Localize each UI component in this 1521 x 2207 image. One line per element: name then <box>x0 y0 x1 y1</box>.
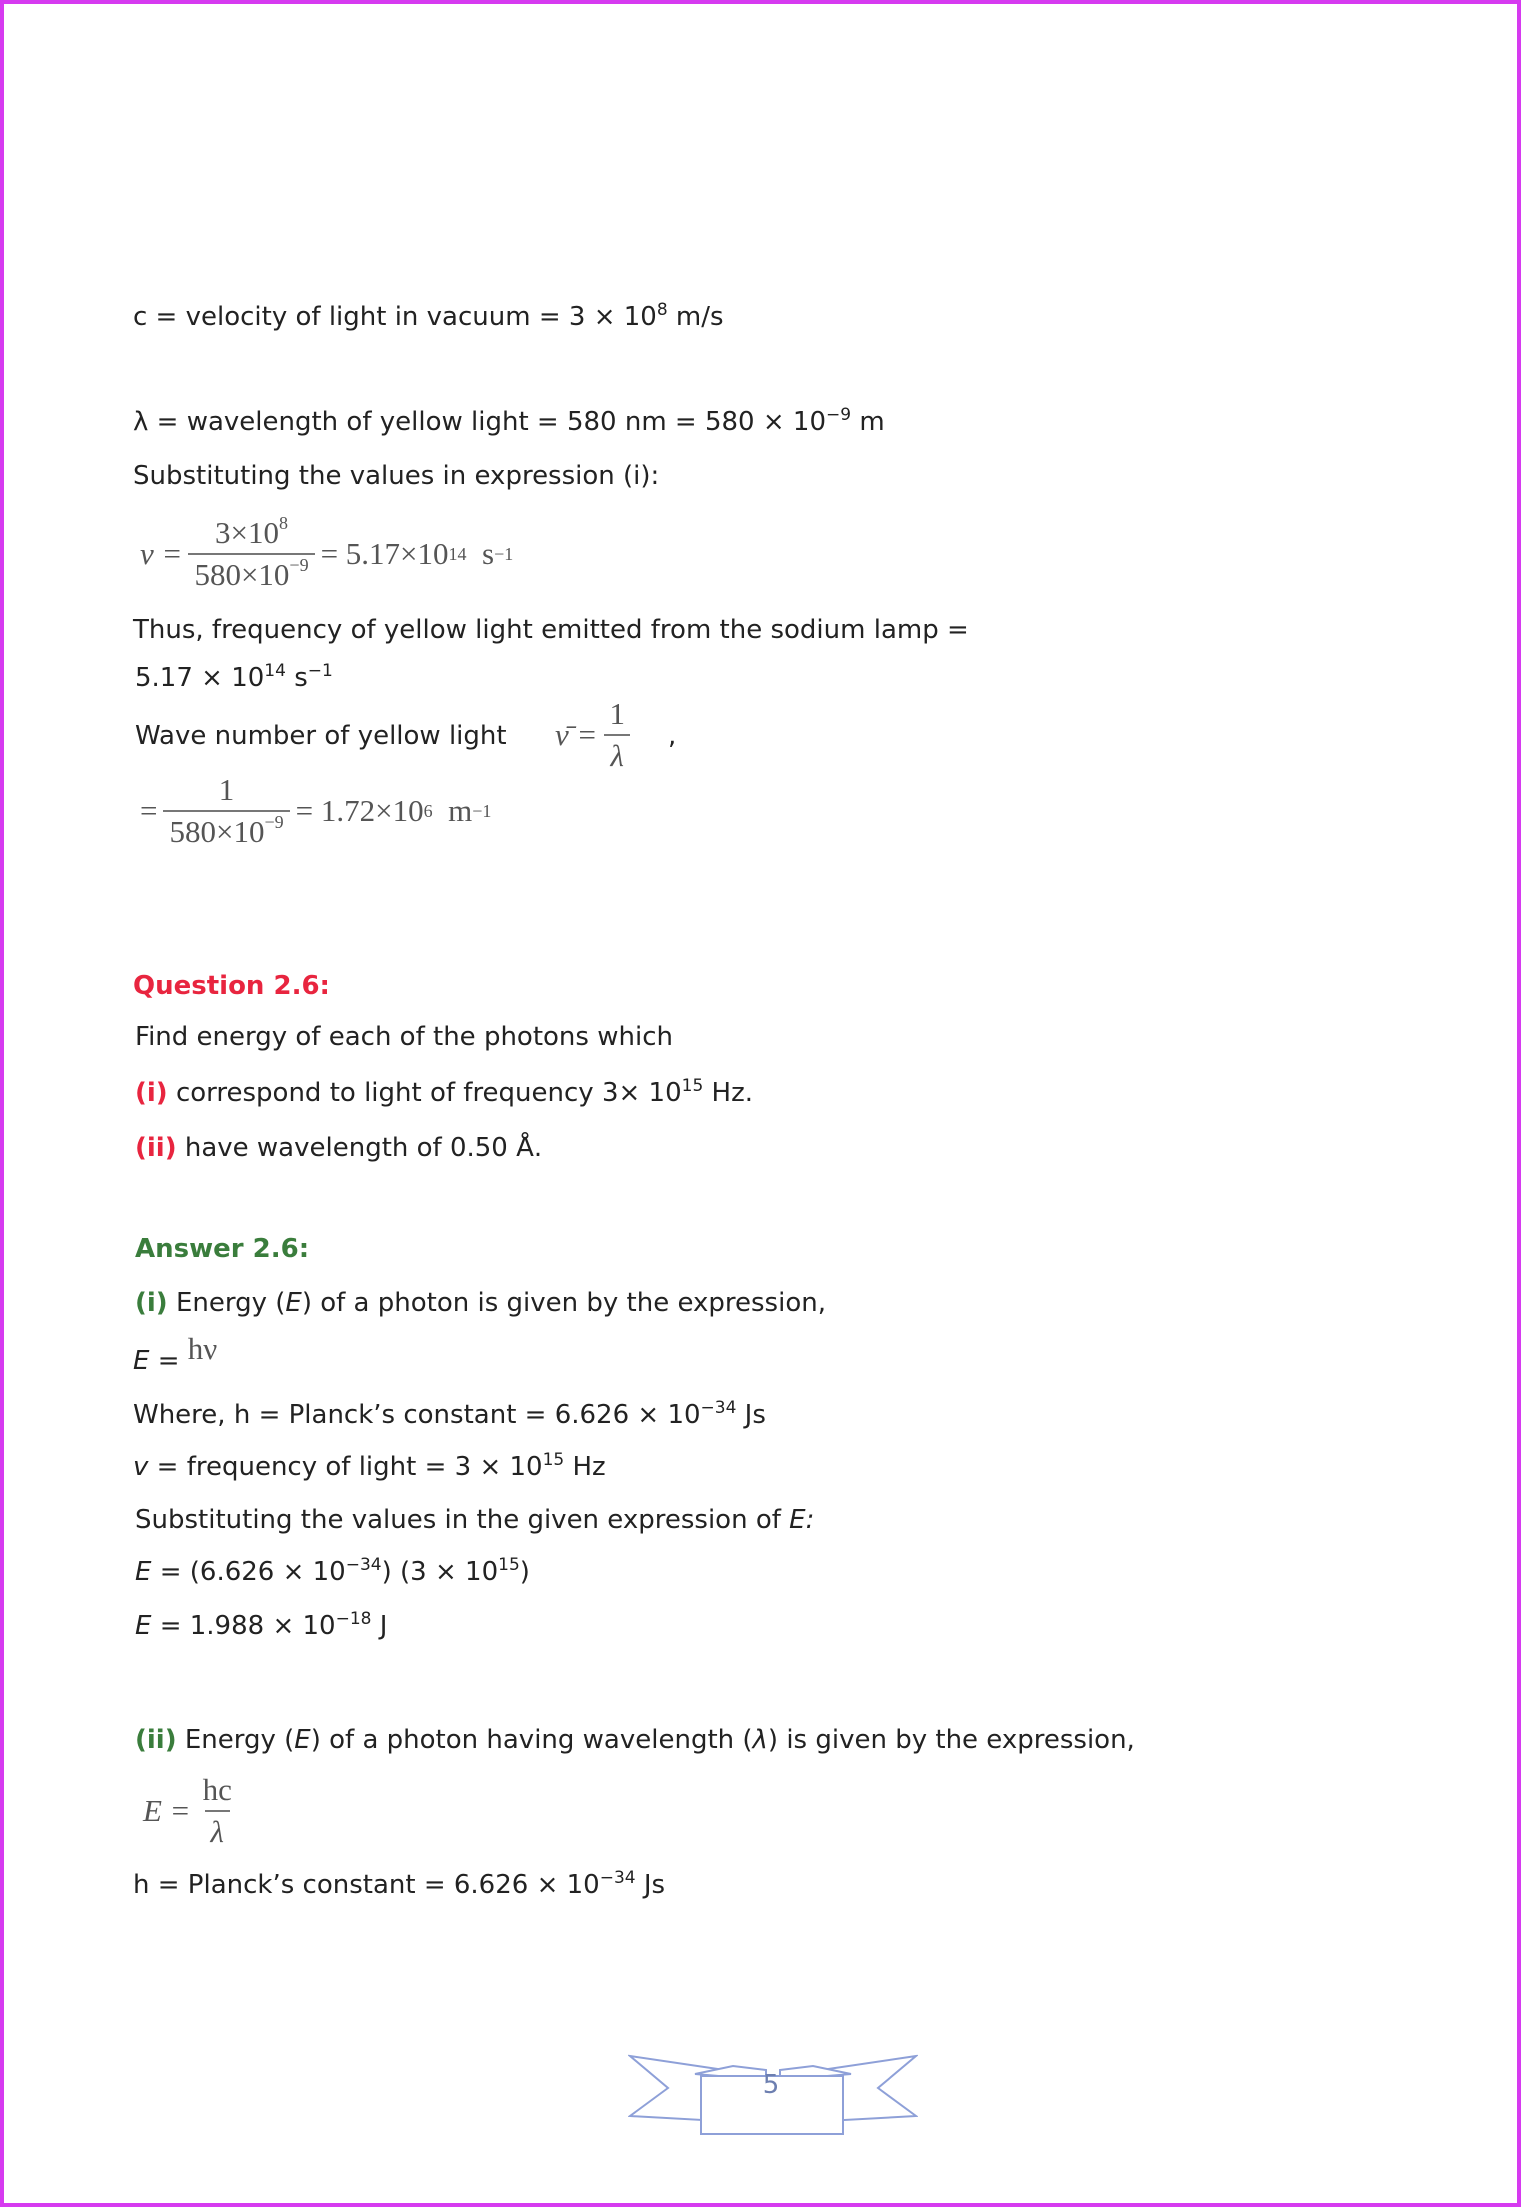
thus-text: Thus, frequency of yellow light emitted from the sodium lamp = <box>133 615 969 645</box>
energy-equation: E = hν <box>133 1331 218 1376</box>
question-part-ii: (ii) have wavelength of 0.50 Å. <box>135 1133 543 1163</box>
question-part-i: (i) correspond to light of frequency $3\times 10^{15}$ Hz. <box>135 1076 754 1108</box>
answer-part-ii: (ii) Energy (E) of a photon having wavelength (λ) is given by the expression, <box>135 1725 1135 1755</box>
planck-constant-line-2: h = Planck’s constant = $6.626 \times 10^{-34}$ Js <box>133 1868 666 1900</box>
wave-number-result: = $\frac{1}{580\times 10^{-9}}$ = 1.72×10 6 m −1 <box>140 772 492 849</box>
page-number: 5 <box>762 2070 780 2100</box>
frequency-value: $5.17 \times 10^{14}$ $s^{-1}$ <box>135 661 333 693</box>
comma: , <box>668 721 677 751</box>
question-text: Find energy of each of the photons which <box>135 1022 673 1052</box>
c-definition: c = velocity of light in vacuum = $3 \times 10^8$ m/s <box>133 300 724 332</box>
wave-number-text: Wave number of yellow light <box>135 721 507 751</box>
substituting-text: Substituting the values in expression (i): <box>133 461 660 491</box>
energy-wavelength-equation: E = $\frac{hc}{\lambda}$ <box>143 1772 232 1849</box>
planck-constant-line: Where, h = Planck’s constant = $6.626 \times 10^{-34}$ Js <box>133 1398 766 1430</box>
substituting-given: Substituting the values in the given expression of E: <box>135 1505 815 1535</box>
calculation-2: $E = 1.988 \times 10^{-18}$ J <box>135 1609 388 1641</box>
answer-title: Answer 2.6: <box>135 1234 310 1264</box>
wave-number-equation: ν̄ = $\frac{1}{\lambda}$ <box>555 696 637 774</box>
lambda-definition: λ = wavelength of yellow light = 580 nm = $580 \times 10^{-9}$ m <box>133 405 885 437</box>
question-title: Question 2.6: <box>133 971 330 1001</box>
frequency-line: v = frequency of light = $3 \times 10^{15}$ Hz <box>133 1450 606 1482</box>
answer-part-i: (i) Energy (E) of a photon is given by the expression, <box>135 1288 826 1318</box>
frequency-equation: ν = $\frac{3\times 10^8}{580\times 10^{-9}}$ = 5.17×10 14 s −1 <box>140 513 514 592</box>
calculation-1: $E = (6.626 \times 10^{-34})$ $(3 \times 10^{15})$ <box>135 1555 530 1587</box>
